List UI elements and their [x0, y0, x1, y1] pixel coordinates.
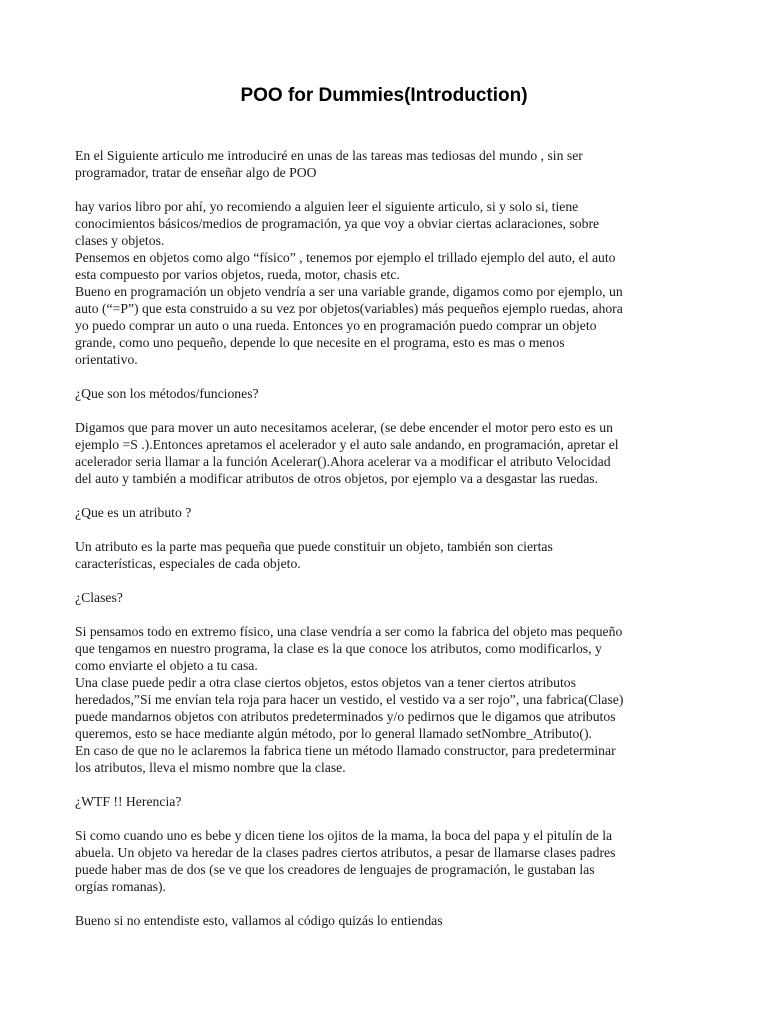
text-line: conocimientos básicos/medios de programación, ya que voy a obviar ciertas aclaraciones, sobre: [75, 216, 600, 231]
text-line: En el Siguiente articulo me introduciré en unas de las tareas mas tediosas del mundo , sin ser: [75, 148, 583, 163]
text-line: ¿Clases?: [75, 590, 123, 605]
paragraph: [75, 198, 701, 368]
text-line: En caso de que no le aclaremos la fabrica tiene un método llamado constructor, para predeterminar: [75, 743, 616, 758]
text-line: Si como cuando uno es bebe y dicen tiene los ojitos de la mama, la boca del papa y el pitulín de la: [75, 828, 613, 843]
text-line: ejemplo =S .).Entonces apretamos el acelerador y el auto sale andando, en programación, apretar el: [75, 437, 619, 452]
text-line: puede mandarnos objetos con atributos predeterminados y/o pedirnos que le digamos que atributos: [75, 709, 616, 724]
text-line: ¿Que son los métodos/funciones?: [75, 386, 259, 401]
text-line: queremos, esto se hace mediante algún método, por lo general llamado setNombre_Atributo().: [75, 726, 592, 741]
text-line: yo puedo comprar un auto o una rueda. Entonces yo en programación puedo comprar un objeto: [75, 318, 597, 333]
text-line: los atributos, lleva el mismo nombre que la clase.: [75, 760, 346, 775]
text-line: Bueno si no entendiste esto, vallamos al código quizás lo entiendas: [75, 913, 443, 928]
paragraph: [75, 827, 701, 895]
text-line: Bueno en programación un objeto vendría a ser una variable grande, digamos como por ejemplo, un: [75, 284, 623, 299]
text-line: ¿Que es un atributo ?: [75, 505, 192, 520]
text-line: Una clase puede pedir a otra clase ciertos objetos, estos objetos van a tener ciertos atributos: [75, 675, 576, 690]
text-line: orientativo.: [75, 352, 138, 367]
paragraph: [75, 385, 701, 402]
paragraph: [75, 504, 701, 521]
paragraph: [75, 793, 701, 810]
document-title: POO for Dummies(Introduction): [240, 85, 528, 106]
paragraph: [75, 623, 701, 776]
text-line: esta compuesto por varios objetos, rueda, motor, chasis etc.: [75, 267, 400, 282]
text-line: que tengamos en nuestro programa, la clase es la que conoce los atributos, como modificarlos, y: [75, 641, 602, 656]
paragraph: [75, 912, 701, 929]
text-line: acelerador seria llamar a la función Acelerar().Ahora acelerar va a modificar el atributo Velocidad: [75, 454, 611, 469]
text-line: como enviarte el objeto a tu casa.: [75, 658, 258, 673]
text-line: grande, como uno pequeño, depende lo que necesite en el programa, esto es mas o menos: [75, 335, 565, 350]
text-line: del auto y también a modificar atributos de otros objetos, por ejemplo va a desgastar las ruedas.: [75, 471, 599, 486]
text-line: características, especiales de cada objeto.: [75, 556, 301, 571]
text-line: orgías romanas).: [75, 879, 166, 894]
text-line: hay varios libro por ahí, yo recomiendo a alguien leer el siguiente articulo, si y solo si, tiene: [75, 199, 579, 214]
text-line: ¿WTF !! Herencia?: [75, 794, 182, 809]
text-line: Digamos que para mover un auto necesitamos acelerar, (se debe encender el motor pero esto es un: [75, 420, 613, 435]
paragraph: [75, 538, 701, 572]
text-line: Pensemos en objetos como algo “físico” , tenemos por ejemplo el trillado ejemplo del auto, el auto: [75, 250, 616, 265]
text-line: Si pensamos todo en extremo físico, una clase vendría a ser como la fabrica del objeto mas pequeño: [75, 624, 623, 639]
paragraph: [75, 589, 701, 606]
document-body: [75, 147, 701, 946]
paragraph: [75, 419, 701, 487]
paragraph: [75, 147, 701, 181]
text-line: puede haber mas de dos (se ve que los creadores de lenguajes de programación, le gustaban las: [75, 862, 595, 877]
text-line: clases y objetos.: [75, 233, 165, 248]
text-line: heredados,”Si me envían tela roja para hacer un vestido, el vestido va a ser rojo”, una fabrica(Clase): [75, 692, 624, 707]
text-line: Un atributo es la parte mas pequeña que puede constituir un objeto, también son ciertas: [75, 539, 553, 554]
text-line: abuela. Un objeto va heredar de la clases padres ciertos atributos, a pesar de llamarse clases padres: [75, 845, 616, 860]
text-line: programador, tratar de enseñar algo de POO: [75, 165, 317, 180]
text-line: auto (“=P”) que esta construido a su vez por objetos(variables) más pequeños ejemplo ruedas, ahora: [75, 301, 623, 316]
